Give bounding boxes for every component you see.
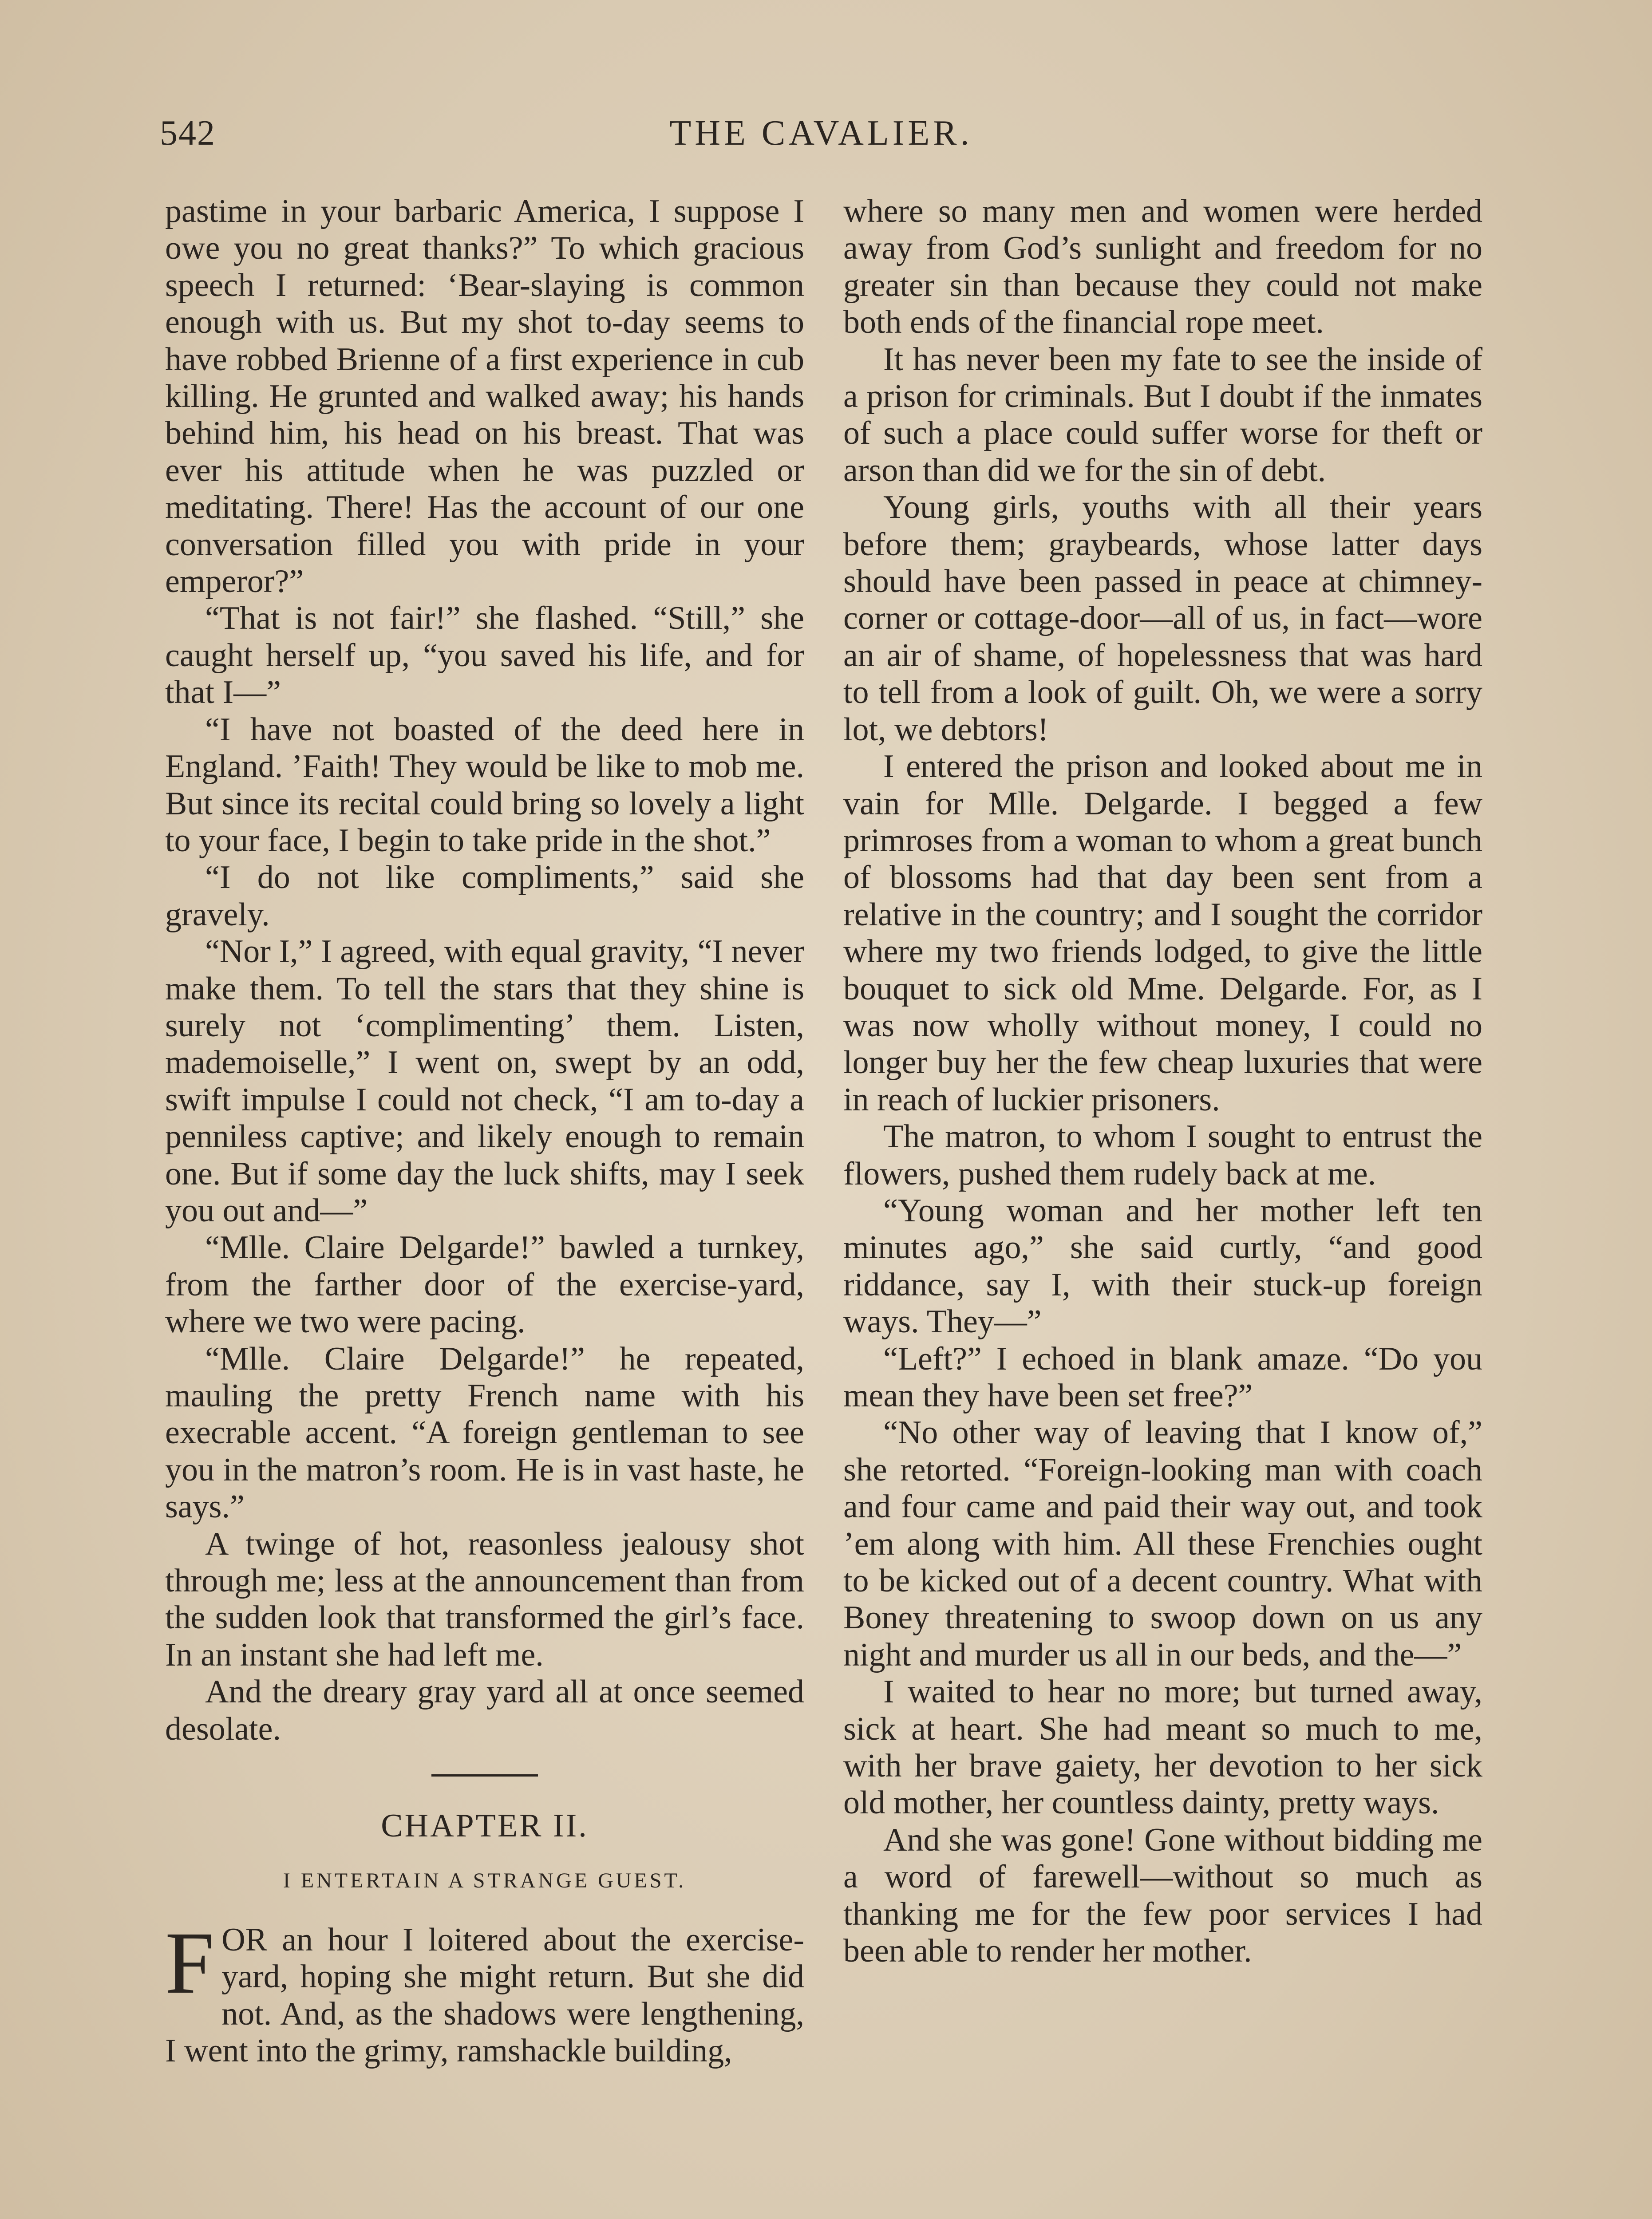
paragraph: “Mlle. Claire Delgarde!” he repeated, mauling the pretty French name with his execrable accent. “A foreign gentleman to see you in the matron’s room. He is in vast haste, he says.” — [165, 1340, 804, 1525]
chapter-title: CHAPTER II. — [381, 1808, 589, 1844]
paragraph: A twinge of hot, reasonless jealousy shot through me; less at the announcement than from the sudden look that transformed the girl’s face. In an instant she had left me. — [165, 1525, 804, 1673]
chapter-opening-paragraph — [165, 1914, 804, 2070]
paragraph: “Left?” I echoed in blank amaze. “Do you mean they have been set free?” — [843, 1340, 1482, 1414]
page-number: 542 — [160, 114, 216, 153]
page-header — [151, 113, 1491, 166]
paragraph: “No other way of leaving that I know of,” she retorted. “Foreign-looking man with coach and four came and paid their way out, and took ’em along with him. All these Frenchies ought to be kicked out of a decent country. What with Boney threatening to swoop down on us any night and murder us all in our beds, and the—” — [843, 1414, 1482, 1673]
paragraph: The matron, to whom I sought to entrust the flowers, pushed them rudely back at me. — [843, 1118, 1482, 1192]
chapter-divider — [431, 1774, 538, 1777]
paragraph: “Young woman and her mother left ten minutes ago,” she said curtly, “and good riddance, say I, with their stuck-up foreign ways. They—” — [843, 1192, 1482, 1340]
paragraph: where so many men and women were herded away from God’s sunlight and freedom for no greater sin than because they could not make both ends of the financial rope meet. — [843, 193, 1482, 341]
drop-cap: F — [165, 1914, 215, 2012]
chapter-subtitle: I ENTERTAIN A STRANGE GUEST. — [283, 1869, 687, 1893]
paragraph: And she was gone! Gone without bidding me a word of farewell—without so much as thanking me for the few poor services I had been able to render her mother. — [843, 1821, 1482, 1970]
paragraph: I waited to hear no more; but turned away, sick at heart. She had meant so much to me, with her brave gaiety, her devotion to her sick old mother, her countless dainty, pretty ways. — [843, 1674, 1482, 1821]
paragraph: “Nor I,” I agreed, with equal gravity, “I never make them. To tell the stars that they shine is surely not ‘complimenting’ them. Listen, mademoiselle,” I went on, swept by an odd, swift impulse I could not check, “I am to-day a penniless captive; and likely enough to remain one. But if some day the luck shifts, may I seek you out and—” — [165, 933, 804, 1229]
chapter-opening-text: OR an hour I loitered about the exercise-yard, hoping she might return. But she did not. And, as the shadows were lengthening, I went into the grimy, ramshackle building, — [165, 1921, 804, 2069]
paragraph: Young girls, youths with all their years before them; graybeards, whose latter days should have been passed in peace at chimney-corner or cottage-door—all of us, in fact—wore an air of shame, of hopelessness that was hard to tell from a look of guilt. Oh, we were a sorry lot, we debtors! — [843, 489, 1482, 748]
paragraph: And the dreary gray yard all at once seemed desolate. — [165, 1674, 804, 1747]
running-title: THE CAVALIER. — [669, 114, 973, 153]
paragraph: “Mlle. Claire Delgarde!” bawled a turnkey, from the farther door of the exercise-yard, where we two were pacing. — [165, 1229, 804, 1340]
paragraph: I entered the prison and looked about me in vain for Mlle. Delgarde. I begged a few primroses from a woman to whom a great bunch of blossoms had that day been sent from a relative in the country; and I sought the corridor where my two friends lodged, to give the little bouquet to sick old Mme. Delgarde. For, as I was now wholly without money, I could no longer buy her the few cheap luxuries that were in reach of luckier prisoners. — [843, 748, 1482, 1118]
paragraph: pastime in your barbaric America, I suppose I owe you no great thanks?” To which gracious speech I returned: ‘Bear-slaying is common enough with us. But my shot to-day seems to have robbed Brienne of a first experience in cub killing. He grunted and walked away; his hands behind him, his head on his breast. That was ever his attitude when he was puzzled or meditating. There! Has the account of our one conversation filled you with pride in your emperor?” — [165, 193, 804, 600]
left-column — [165, 193, 804, 2070]
paragraph: It has never been my fate to see the inside of a prison for criminals. But I doubt if the inmates of such a place could suffer worse for theft or arson than did we for the sin of debt. — [843, 341, 1482, 489]
paragraph: “I do not like compliments,” said she gravely. — [165, 859, 804, 933]
right-column — [843, 193, 1482, 1970]
paragraph: “I have not boasted of the deed here in England. ’Faith! They would be like to mob me. But since its recital could bring so lovely a light to your face, I begin to take pride in the shot.” — [165, 711, 804, 859]
paragraph: “That is not fair!” she flashed. “Still,” she caught herself up, “you saved his life, and for that I—” — [165, 600, 804, 711]
